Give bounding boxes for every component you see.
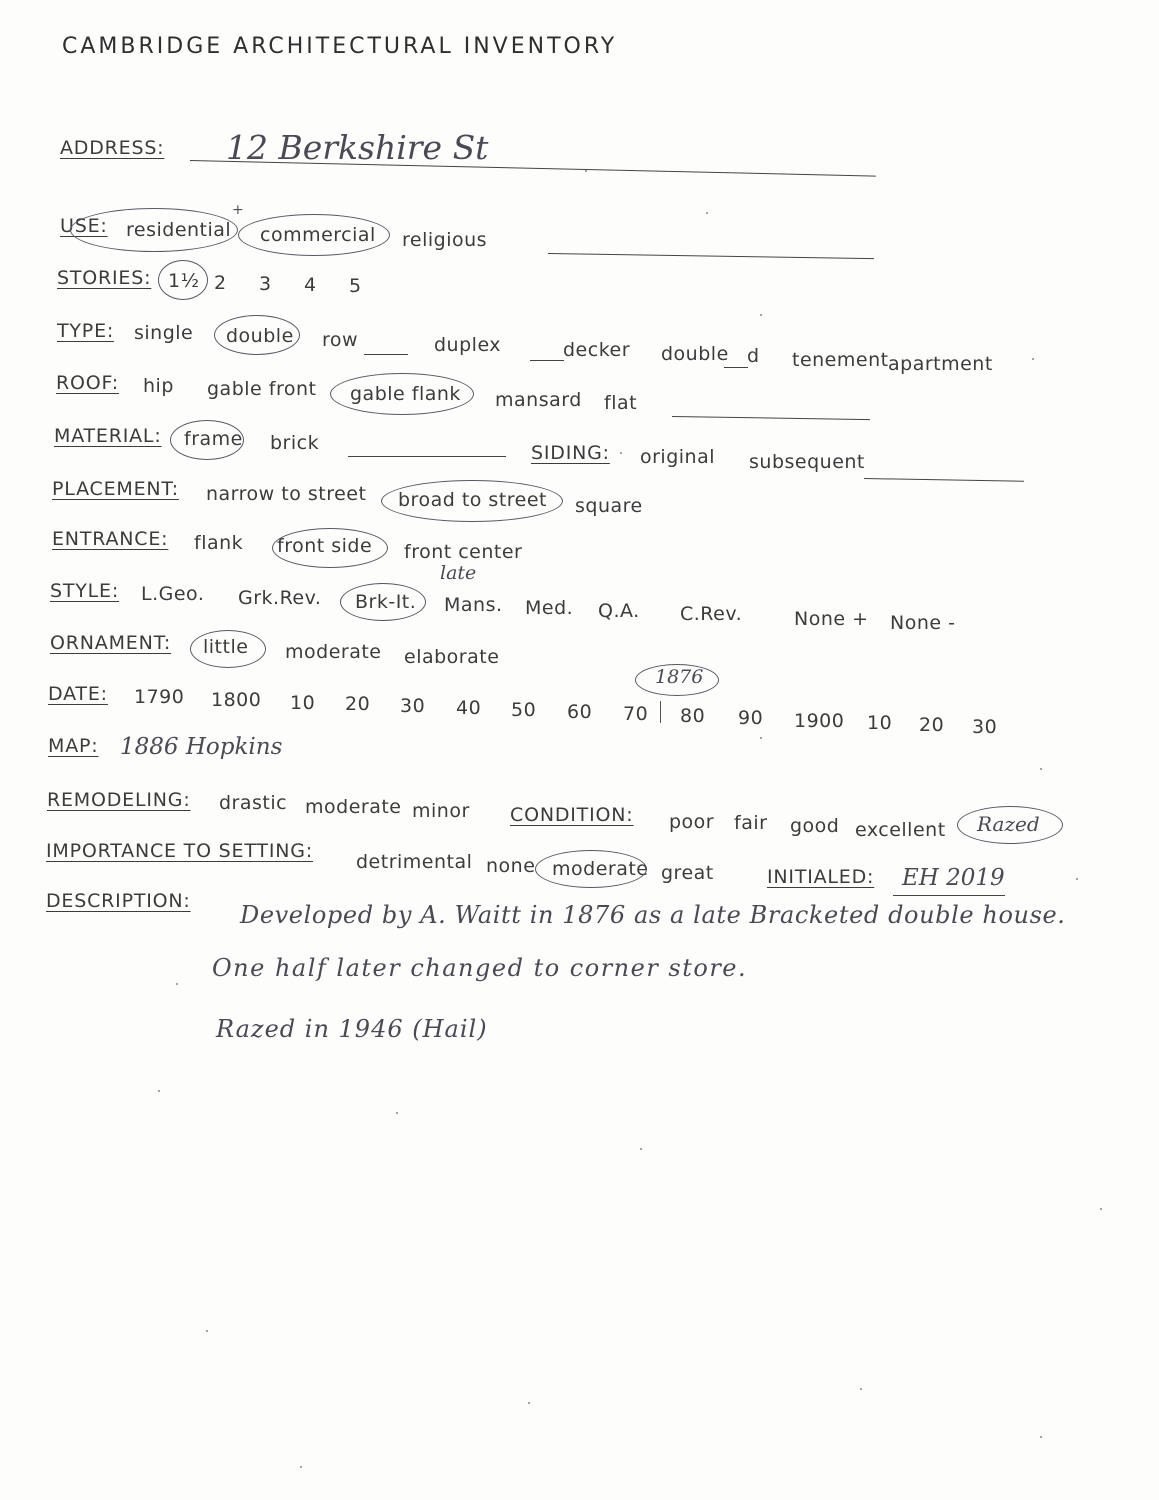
condition-annotation: Razed [977,812,1040,836]
date-option-1800: 1800 [211,689,262,711]
date-option-20b: 20 [919,714,945,736]
initialed-line [893,895,1005,896]
importance-option-detrimental: detrimental [356,851,473,873]
material-option-frame: frame [184,428,243,450]
siding-label: SIDING: [531,442,610,464]
importance-label: IMPORTANCE TO SETTING: [46,840,313,862]
remodeling-option-moderate: moderate [305,796,402,818]
scan-speck [706,212,708,214]
scan-speck [585,170,587,172]
condition-option-good: good [790,815,840,837]
material-frame-circle [170,420,244,460]
roof-gable-flank-circle [330,373,474,415]
scan-speck [396,1112,398,1114]
roof-other-line [672,416,870,420]
condition-option-excellent: excellent [855,819,946,841]
importance-option-none: none [486,855,536,877]
date-option-90: 90 [738,707,764,729]
stories-option-1-5: 1½ [168,270,200,292]
remodeling-label: REMODELING: [47,789,191,811]
address-label: ADDRESS: [60,137,165,159]
style-label: STYLE: [50,580,120,602]
style-option-brkit: Brk-It. [355,591,417,613]
date-option-30: 30 [400,695,426,717]
scan-speck [1076,878,1078,880]
type-option-d: d [747,345,760,367]
type-option-duplex: duplex [434,334,502,356]
type-option-tenement: tenement [792,349,889,371]
style-option-crev: C.Rev. [680,603,743,625]
material-other-line [348,456,506,457]
description-line-2: One half later changed to corner store. [212,954,748,982]
scan-speck [1032,358,1034,360]
description-label: DESCRIPTION: [46,890,191,912]
entrance-label: ENTRANCE: [52,528,169,550]
scan-speck [760,314,762,316]
type-option-double-d: double [661,343,729,365]
siding-option-original: original [640,446,716,468]
entrance-option-flank: flank [194,532,244,554]
ornament-option-little: little [203,636,249,658]
stories-option-5: 5 [349,275,362,297]
style-option-qa: Q.A. [598,600,640,622]
date-option-70: 70 [623,703,649,725]
use-option-residential: residential [126,219,232,241]
importance-option-great: great [661,862,714,884]
scan-speck [206,1330,208,1332]
type-decker-blank [530,360,564,361]
stories-option-4: 4 [304,274,317,296]
form-title: CAMBRIDGE ARCHITECTURAL INVENTORY [62,34,618,59]
description-line-1: Developed by A. Waitt in 1876 as a late Bracketed double house. [240,901,1066,929]
type-option-apartment: apartment [888,353,993,375]
ornament-label: ORNAMENT: [50,632,172,654]
date-option-80: 80 [680,705,706,727]
type-option-double: double [226,325,294,347]
date-option-60: 60 [567,701,593,723]
type-option-decker: decker [563,339,631,361]
address-value: 12 Berkshire St [226,128,489,167]
stories-label: STORIES: [57,267,152,289]
style-option-none-plus: None + [794,608,869,630]
style-brkit-circle [340,583,426,621]
initialed-value: EH 2019 [902,865,1005,891]
use-commercial-circle [238,214,390,256]
scan-speck [640,1148,642,1150]
style-option-mans: Mans. [444,594,503,616]
scan-speck [620,452,622,454]
condition-label: CONDITION: [510,804,634,826]
scan-speck [176,983,178,985]
date-option-10: 10 [290,692,316,714]
use-label: USE: [60,215,108,237]
placement-broad-circle [381,480,563,522]
roof-option-hip: hip [143,375,174,397]
ornament-option-moderate: moderate [285,641,382,663]
roof-label: ROOF: [56,372,119,394]
use-plus-mark: + [232,202,244,218]
type-label: TYPE: [57,320,115,342]
ornament-little-circle [190,630,266,668]
style-option-grkrev: Grk.Rev. [238,587,322,609]
type-double-circle [214,315,300,355]
date-option-1790: 1790 [134,686,185,708]
roof-option-flat: flat [604,392,638,414]
ornament-option-elaborate: elaborate [404,646,500,668]
roof-option-gable-flank: gable flank [350,383,461,405]
date-annotation: 1876 [655,666,704,688]
importance-option-moderate: moderate [552,858,649,880]
date-option-50: 50 [511,699,537,721]
scan-speck [158,1090,160,1092]
scan-speck [760,737,762,739]
scan-speck [1040,768,1042,770]
siding-option-subsequent: subsequent [749,451,865,473]
date-option-20: 20 [345,693,371,715]
use-option-commercial: commercial [260,224,376,246]
stories-option-2: 2 [214,272,227,294]
date-option-30b: 30 [972,716,998,738]
condition-option-poor: poor [669,811,715,833]
use-other-line [548,253,874,259]
scan-speck [300,1466,302,1468]
type-option-row: row [322,329,359,351]
placement-option-narrow: narrow to street [206,483,367,505]
use-residential-circle [70,208,238,252]
style-late-annotation: late [440,562,477,584]
use-option-religious: religious [402,229,488,251]
scan-speck [860,1388,862,1390]
remodeling-option-drastic: drastic [219,792,288,814]
placement-option-square: square [575,495,643,517]
stories-circle [158,260,208,300]
date-marker-tick [660,701,661,723]
roof-option-mansard: mansard [495,389,582,411]
description-line-3: Razed in 1946 (Hail) [216,1015,488,1043]
importance-moderate-circle [535,850,647,888]
scan-speck [528,1402,530,1404]
style-option-lgeo: L.Geo. [141,583,205,605]
placement-label: PLACEMENT: [52,478,179,500]
stories-option-3: 3 [259,273,272,295]
remodeling-option-minor: minor [412,800,470,822]
map-label: MAP: [48,735,99,757]
initialed-label: INITIALED: [767,866,875,888]
date-label: DATE: [48,683,108,705]
scan-speck [1040,1436,1042,1438]
style-option-med: Med. [525,597,574,619]
entrance-option-front-side: front side [277,535,373,557]
type-row-blank [364,354,408,355]
entrance-front-side-circle [272,528,388,568]
siding-other-line [864,478,1024,482]
condition-annotation-circle [957,806,1063,844]
style-option-none-minus: None - [890,612,956,634]
date-option-40: 40 [456,697,482,719]
date-option-1900: 1900 [794,710,845,732]
scan-speck [1100,1208,1102,1210]
type-double-d-blank [724,367,748,368]
condition-option-fair: fair [734,812,768,834]
roof-option-gable-front: gable front [207,378,317,400]
type-option-single: single [134,322,194,344]
material-label: MATERIAL: [54,425,162,447]
material-option-brick: brick [270,432,320,454]
date-annotation-circle [635,664,719,696]
date-option-10b: 10 [867,712,893,734]
placement-option-broad: broad to street [398,489,548,511]
map-value: 1886 Hopkins [120,734,283,760]
entrance-option-front-center: front center [404,541,523,563]
